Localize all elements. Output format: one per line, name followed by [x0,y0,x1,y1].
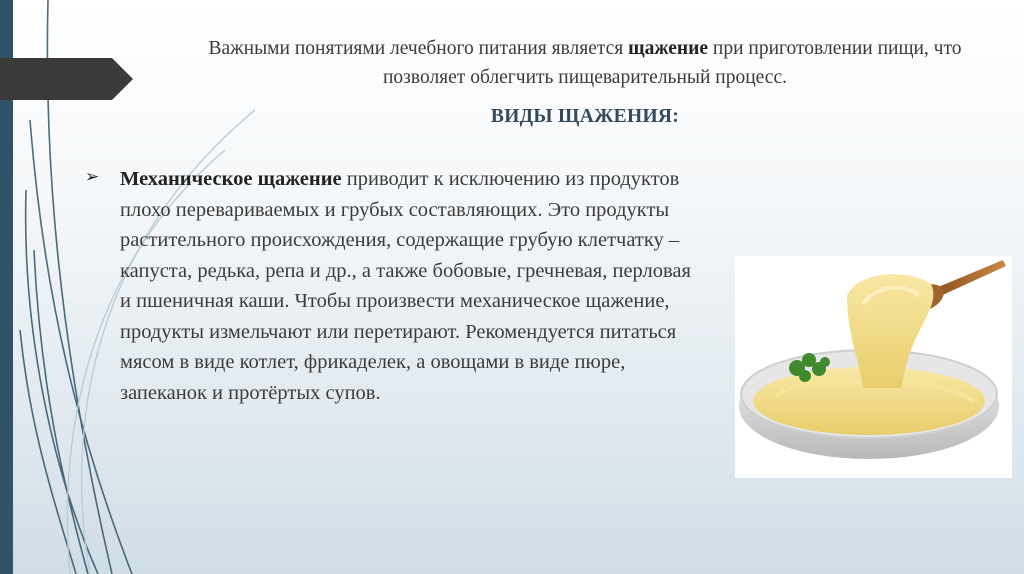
bullet-description: приводит к исключению из продуктов плохо перевариваемых и грубых составляющих. Это продукты растительного происхождения, содержащие грубую клетчатку – капуста, редька, репа и др., а также бобовые, гречневая, перловая и пшеничная каши. Чтобы произвести механическое щажение, продукты измельчают или перетирают. Рекомендуется питаться мясом в виде котлет, фрикаделек, а овощами в виде пюре, запеканок и протёртых супов. [120,168,691,404]
arrowhead-bullet-icon: ➢ [85,167,100,187]
intro-text-end: при приготовлении пищи, что позволяет облегчить пищеварительный процесс. [383,38,962,88]
intro-text-start: Важными понятиями лечебного питания является [208,38,629,59]
intro-paragraph [175,34,995,92]
bullet-text [120,164,705,408]
arrow-tag-icon [0,58,133,100]
puree-photo [735,256,1012,478]
section-heading: ВИДЫ ЩАЖЕНИЯ: [490,106,680,127]
intro-emphasis: щажение [628,38,709,59]
bullet-item [85,164,705,408]
bullet-term: Механическое щажение [120,168,342,190]
